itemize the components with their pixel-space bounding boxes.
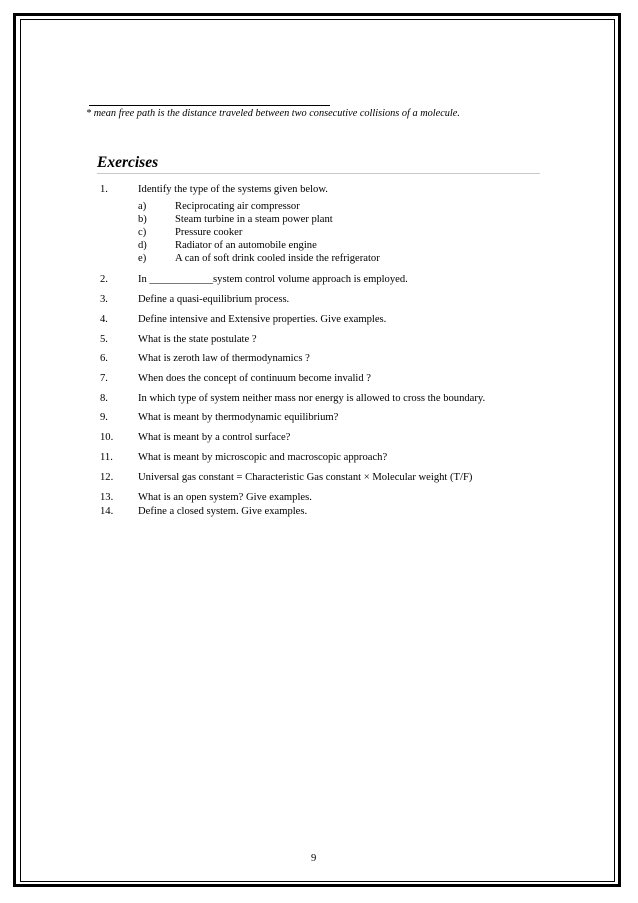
- question-number: 12.: [100, 472, 114, 483]
- heading-underline: [97, 173, 540, 174]
- page-border-inner: [20, 19, 615, 882]
- question-text: What is zeroth law of thermodynamics ?: [138, 353, 310, 364]
- question-text: Identify the type of the systems given below.: [138, 184, 328, 195]
- option-letter: b): [138, 214, 147, 225]
- option-text: Pressure cooker: [175, 227, 243, 238]
- option-letter: d): [138, 240, 147, 251]
- question-number: 13.: [100, 492, 114, 503]
- option-letter: a): [138, 201, 147, 212]
- question-text: Define intensive and Extensive properties. Give examples.: [138, 314, 387, 325]
- question-number: 1.: [100, 184, 108, 195]
- question-number: 5.: [100, 334, 108, 345]
- question-text: In which type of system neither mass nor energy is allowed to cross the boundary.: [138, 393, 486, 404]
- question-text: When does the concept of continuum become invalid ?: [138, 373, 371, 384]
- question-number: 7.: [100, 373, 108, 384]
- question-text: What is meant by a control surface?: [138, 432, 291, 443]
- question-text: In ____________system control volume approach is employed.: [138, 274, 408, 285]
- footnote-separator: [89, 105, 330, 106]
- question-number: 8.: [100, 393, 108, 404]
- question-text: Define a closed system. Give examples.: [138, 506, 308, 517]
- question-number: 6.: [100, 353, 108, 364]
- footnote: * mean free path is the distance traveled between two consecutive collisions of a molecule.: [86, 108, 460, 119]
- question-number: 10.: [100, 432, 114, 443]
- question-number: 2.: [100, 274, 108, 285]
- option-text: A can of soft drink cooled inside the refrigerator: [175, 253, 380, 264]
- option-text: Reciprocating air compressor: [175, 201, 300, 212]
- exercises-heading: Exercises: [97, 154, 159, 171]
- question-text: What is meant by thermodynamic equilibrium?: [138, 412, 339, 423]
- question-number: 14.: [100, 506, 114, 517]
- question-text: Universal gas constant = Characteristic Gas constant × Molecular weight (T/F): [138, 472, 473, 483]
- question-number: 4.: [100, 314, 108, 325]
- option-text: Radiator of an automobile engine: [175, 240, 317, 251]
- question-text: Define a quasi-equilibrium process.: [138, 294, 290, 305]
- question-text: What is the state postulate ?: [138, 334, 257, 345]
- option-letter: c): [138, 227, 147, 238]
- question-number: 3.: [100, 294, 108, 305]
- page-number: 9: [311, 853, 317, 864]
- question-text: What is meant by microscopic and macroscopic approach?: [138, 452, 388, 463]
- question-number: 9.: [100, 412, 108, 423]
- option-letter: e): [138, 253, 147, 264]
- question-number: 11.: [100, 452, 113, 463]
- question-text: What is an open system? Give examples.: [138, 492, 312, 503]
- option-text: Steam turbine in a steam power plant: [175, 214, 333, 225]
